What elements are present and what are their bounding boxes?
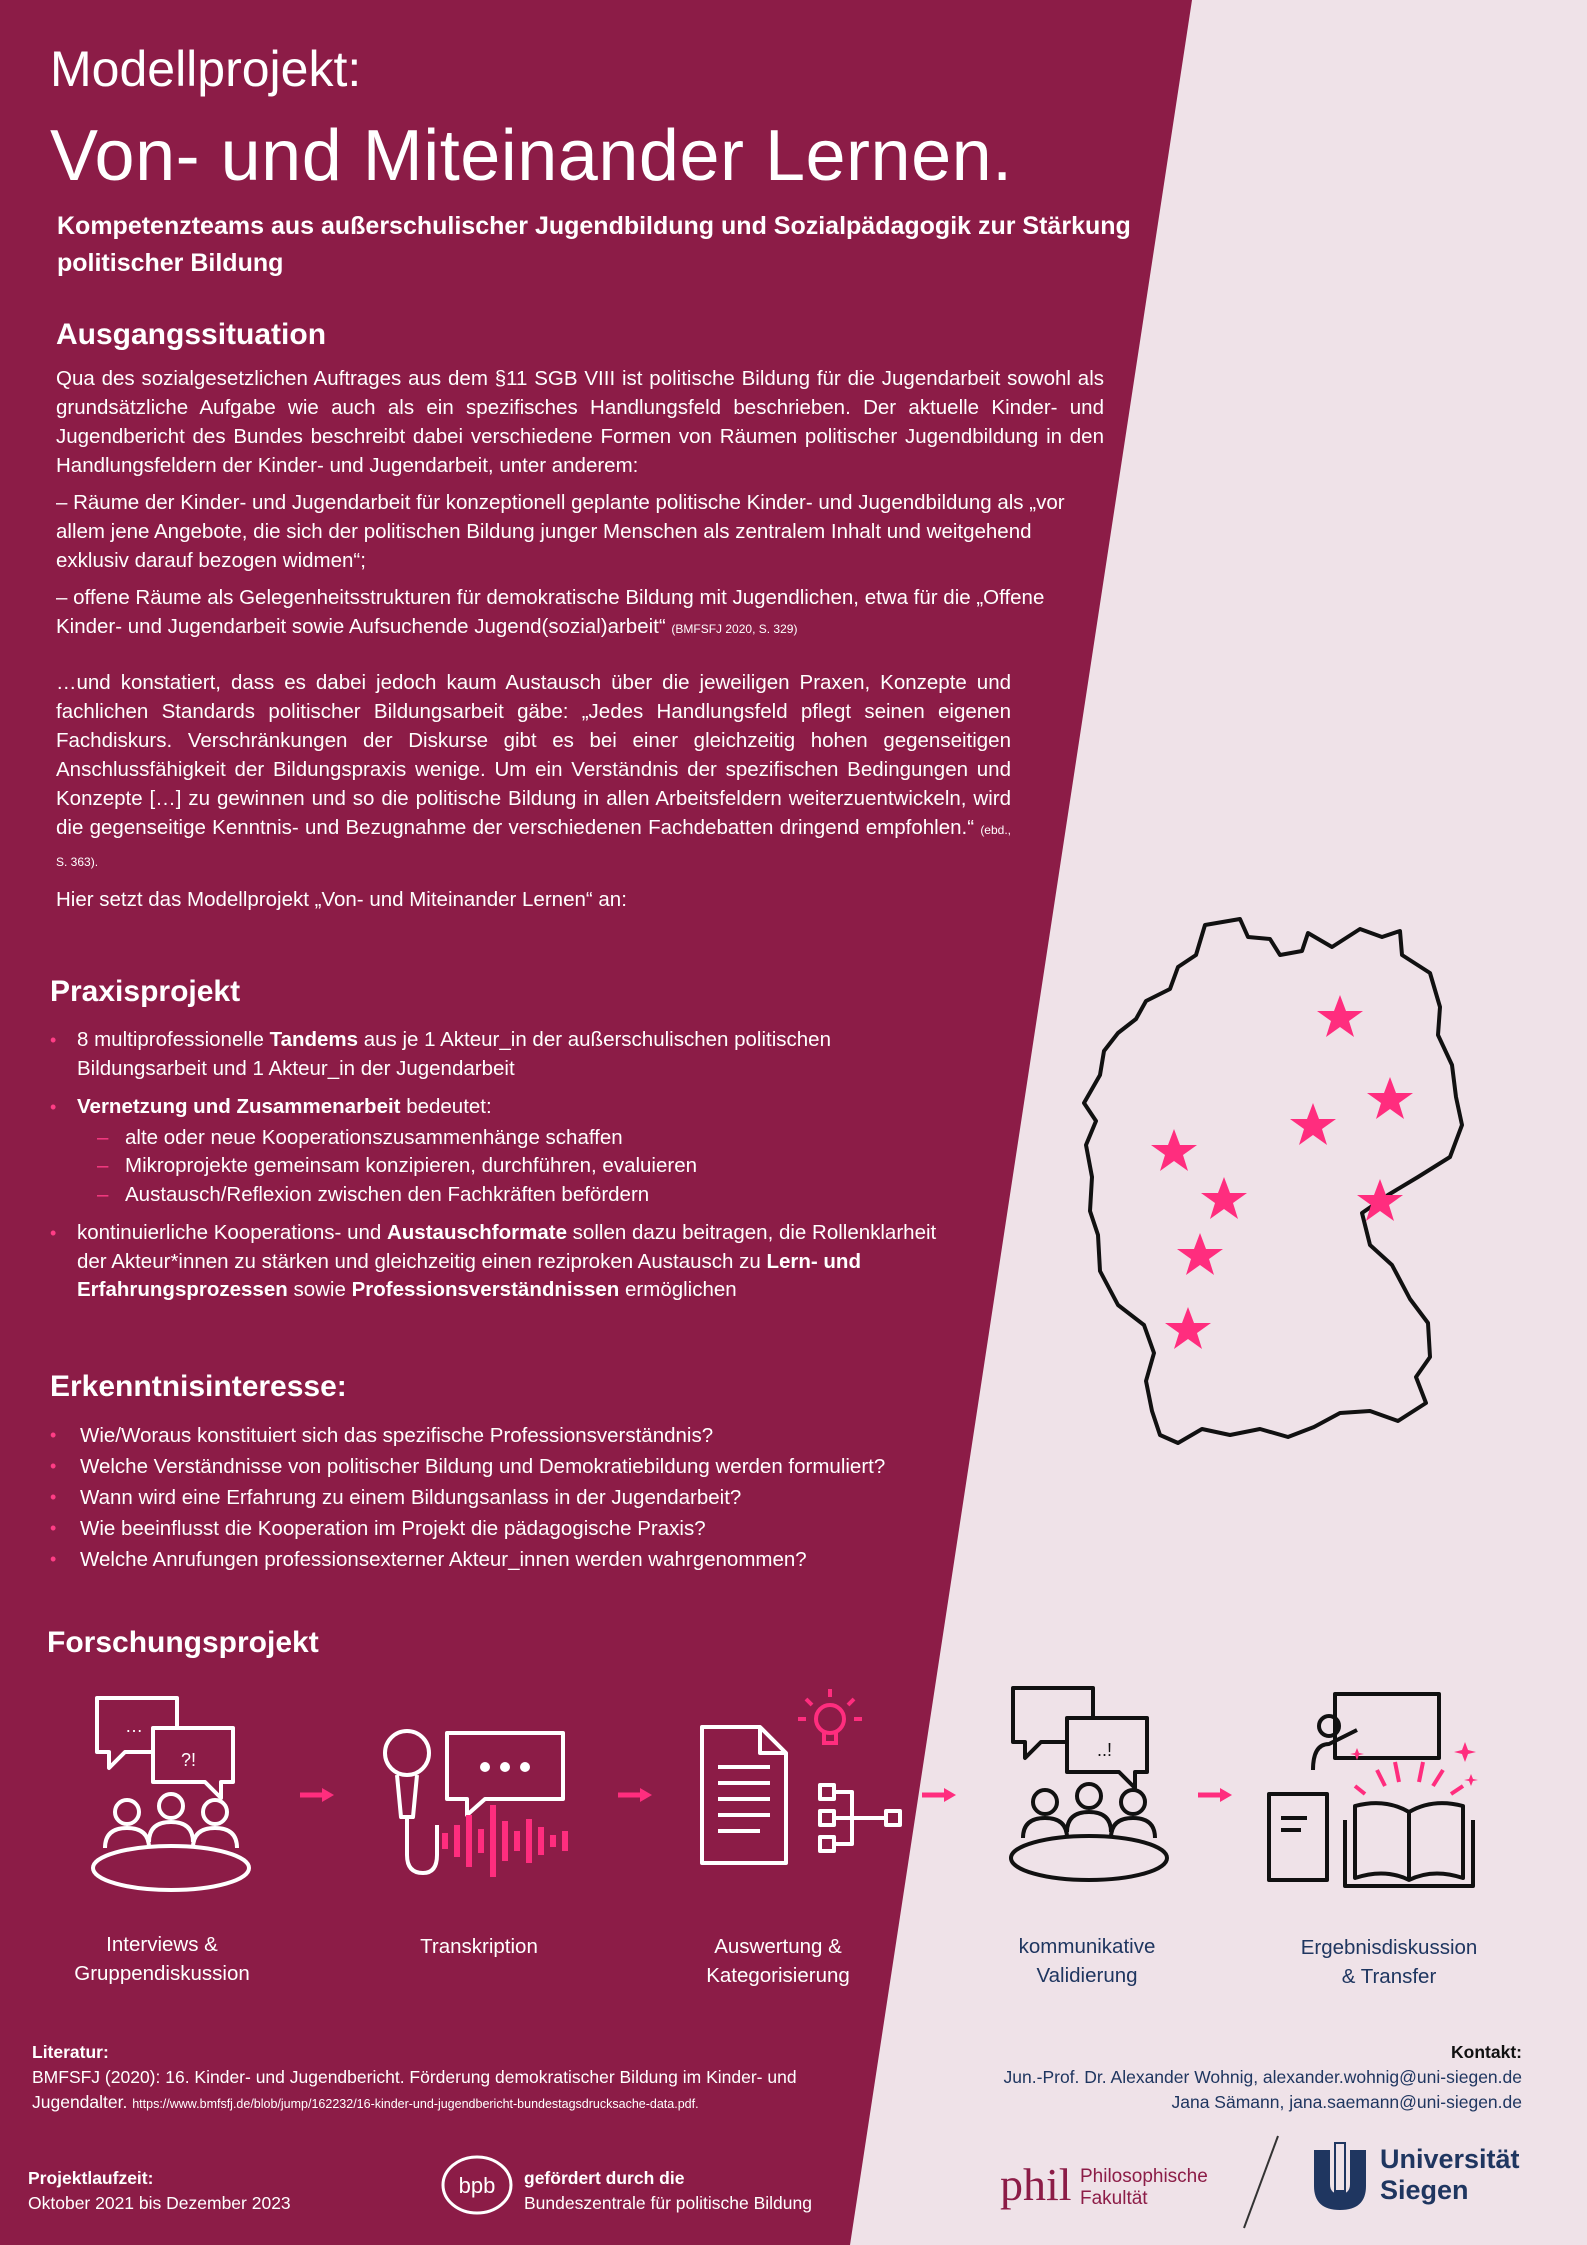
step-label-transfer: Ergebnisdiskussion & Transfer [1300, 1936, 1478, 1988]
literatur-url[interactable]: https://www.bmfsfj.de/blob/jump/162232/16-kinder-und-jugendbericht-bundestagsdrucksache-data.pdf. [132, 2097, 699, 2111]
arrow-right-icon [618, 1785, 654, 1805]
phil-logo: phil Philosophische Fakultät [1000, 2159, 1208, 2210]
star-icon [1367, 1077, 1413, 1119]
star-icon [1201, 1177, 1247, 1219]
pre-title: Modellprojekt: [50, 41, 362, 97]
ausgang-p2: – Räume der Kinder- und Jugendarbeit für konzeptionell geplante politische Kinder- und Jugendbildung als „vor allem jene Angebote, die sich der politischen Bildung junger Menschen als zentralem Inhalt und weitgehend exklusiv darauf bezogen widmen“; [56, 491, 1065, 572]
sub-list-item: – Mikroprojekte gemeinsam konzipieren, durchführen, evaluieren [77, 1152, 950, 1181]
uni-siegen-name: Universität Siegen [1380, 2144, 1520, 2205]
laufzeit-block [28, 2166, 291, 2216]
erkenntnis-list [50, 1420, 1050, 1575]
list-item: • Welche Anrufungen professionsexterner Akteur_innen werden wahrgenommen? [50, 1544, 1050, 1575]
arrow-right-icon [300, 1785, 336, 1805]
section-heading-ausgang: Ausgangssituation [56, 318, 327, 351]
kontakt-block [900, 2040, 1522, 2115]
arrow-right-icon [1198, 1785, 1234, 1805]
group-discussion-icon [85, 1690, 255, 1895]
list-item: • Vernetzung und Zusammenarbeit bedeutet: – alte oder neue Kooperationszusammenhänge schaffen – Mikroprojekte gemeinsam konzipieren, durchführen, evaluieren – Austausch/Reflexion zwischen den Fachkräften befördern [50, 1093, 950, 1209]
ausgang-p1: Qua des sozialgesetzlichen Auftrages aus dem §11 SGB VIII ist politische Bildung für die Jugendarbeit sowohl als grundsätzliche Aufgabe wie auch als ein spezifisches Handlungsfeld beschrieben. Der aktuelle Kinder- und Jugendbericht des Bundes beschreibt dabei verschiedene Formen von Räumen politischer Jugendbildung in den Handlungsfeldern der Kinder- und Jugendarbeit, unter anderem: [56, 367, 1104, 477]
praxis-list [50, 1026, 950, 1315]
literatur-label: Literatur: [32, 2042, 109, 2062]
star-icon [1177, 1233, 1223, 1275]
funding-text: gefördert durch die Bundeszentrale für politische Bildung [524, 2168, 812, 2213]
laufzeit-value: Oktober 2021 bis Dezember 2023 [28, 2193, 291, 2213]
map-stars [1151, 995, 1413, 1349]
uni-siegen-logo-icon [1308, 2140, 1378, 2212]
list-item: • Wie beeinflusst die Kooperation im Projekt die pädagogische Praxis? [50, 1513, 1050, 1544]
svg-text:?!: ?! [181, 1750, 197, 1770]
list-item: • Wie/Woraus konstituiert sich das spezifische Professionsverständnis? [50, 1420, 1050, 1451]
svg-text:…: … [125, 1716, 143, 1736]
presentation-book-icon [1265, 1690, 1495, 1890]
microphone-transcription-icon [375, 1725, 585, 1885]
star-icon [1165, 1307, 1211, 1349]
list-item: • Wann wird eine Erfahrung zu einem Bildungsanlass in der Jugendarbeit? [50, 1482, 1050, 1513]
sub-list-item: – Austausch/Reflexion zwischen den Fachkräften befördern [77, 1181, 950, 1210]
citation: (BMFSFJ 2020, S. 329) [671, 622, 798, 636]
section-heading-praxis: Praxisprojekt [50, 975, 241, 1008]
page-subtitle: Kompetenzteams aus außerschulischer Jugendbildung und Sozialpädagogik zur Stärkung politischer Bildung [57, 212, 1131, 277]
literatur-block [32, 2040, 892, 2117]
document-analysis-icon [690, 1685, 910, 1875]
section-heading-forschung: Forschungsprojekt [47, 1626, 319, 1659]
group-validation-icon [1005, 1680, 1175, 1885]
list-item: • 8 multiprofessionelle Tandems aus je 1 Akteur_in der außerschulischen politischen Bildungsarbeit und 1 Akteur_in der Jugendarbeit [50, 1026, 950, 1083]
citation: (ebd., S. 363). [56, 823, 1011, 869]
step-label-auswertung: Auswertung & Kategorisierung [706, 1935, 850, 1987]
phil-faculty-name: Philosophische Fakultät [1080, 2166, 1208, 2209]
logo-divider [1236, 2132, 1286, 2232]
bpb-logo [440, 2154, 514, 2216]
ausgang-p3: – offene Räume als Gelegenheitsstrukturen für demokratische Bildung mit Jugendlichen, etwa für die „Offene Kinder- und Jugendarbeit sowie Aufsuchende Jugend(sozial)arbeit“ (BMFSFJ 2020, S. 329) [56, 586, 1045, 638]
sub-list-item: – alte oder neue Kooperationszusammenhänge schaffen [77, 1124, 950, 1153]
section-heading-erkenntnis: Erkenntnisinteresse: [50, 1370, 347, 1403]
kontakt-label: Kontakt: [1451, 2042, 1522, 2062]
star-icon [1317, 995, 1363, 1037]
star-icon [1290, 1103, 1336, 1145]
kontakt-line-1[interactable]: Jun.-Prof. Dr. Alexander Wohnig, alexander.wohnig@uni-siegen.de [1003, 2067, 1522, 2087]
star-icon [1151, 1129, 1197, 1171]
list-item: • kontinuierliche Kooperations- und Austauschformate sollen dazu beitragen, die Rollenklarheit der Akteur*innen zu stärken und gleichzeitig einen reziproken Austausch zu Lern- und Erfahrungsprozessen sowie Professionsverständnissen ermöglichen [50, 1219, 950, 1305]
list-item: • Welche Verständnisse von politischer Bildung und Demokratiebildung werden formuliert? [50, 1451, 1050, 1482]
arrow-right-icon [922, 1785, 958, 1805]
ausgang-p5: Hier setzt das Modellprojekt „Von- und Miteinander Lernen“ an: [56, 888, 627, 911]
kontakt-line-2[interactable]: Jana Sämann, jana.saemann@uni-siegen.de [1171, 2092, 1522, 2112]
laufzeit-label: Projektlaufzeit: [28, 2168, 154, 2188]
ausgang-p4: …und konstatiert, dass es dabei jedoch kaum Austausch über die jeweiligen Praxen, Konzepte und fachlichen Standards politischer Bildungsarbeit gäbe: „Jedes Handlungsfeld pflegt seinen eigenen Fachdiskurs. Verschränkungen der Diskurse gibt es bei einer gleichzeitig hohen gegenseitigen Anschlussfähigkeit der Bildungspraxis wenige. Um ein Verständnis der spezifischen Bedingungen und Konzepte […] zu gewinnen und so die politische Bildung in allen Arbeitsfeldern weiterzuentwickeln, wird die gegenseitige Kenntnis- und Bezugnahme der verschiedenen Fachdebatten dringend empfohlen.“ (ebd., S. 363). [56, 671, 1011, 869]
step-label-interviews: Interviews & Gruppendiskussion [74, 1933, 250, 1985]
ausgang-text [56, 364, 1104, 922]
step-label-transkription: Transkription [420, 1935, 538, 1958]
literatur-text: BMFSFJ (2020): 16. Kinder- und Jugendbericht. Förderung demokratischer Bildung im Kinder- und Jugendalter. https://www.bmfsfj.de/blob/jump/162232/16-kinder-und-jugendbericht-bundestagsdrucksache-data.pdf. [32, 2067, 797, 2112]
page-title: Von- und Miteinander Lernen. [50, 116, 1013, 196]
svg-text:..!: ..! [1097, 1740, 1113, 1760]
germany-map-icon [1070, 915, 1470, 1495]
step-label-validierung: kommunikative Validierung [1018, 1935, 1156, 1987]
svg-text:bpb: bpb [458, 2173, 496, 2198]
